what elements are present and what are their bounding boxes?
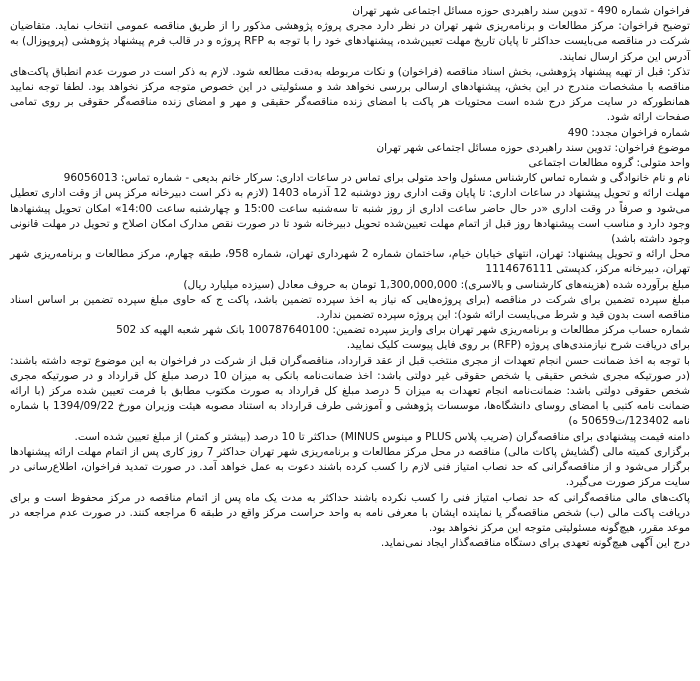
contact-info: نام و نام خانوادگی و شماره تماس کارشناس مسئول واحد متولی برای تماس در ساعات اداری: سرکار خانم بدیعی - شماره تماس: 96056013: [63, 172, 690, 185]
call-description: توضیح فراخوان: مرکز مطالعات و برنامه‌ریزی شهر تهران در نظر دارد مجری پروژه پژوهشی مذکور را از طریق مناقصه عمومی انتخاب نماید. متقاضیان شرکت در مناقصه می‌بایست حداکثر تا پایان تاریخ مهلت تعیین‌شده، پیشنهادهای خود را با توجه به RFP پروژه و در قالب فرم پیشنهاد پژوهشی (پروپوزال) به آدرس این مرکز ارسال نمایند.: [10, 20, 690, 63]
preparation-note: تذکر: قبل از تهیه پیشنهاد پژوهشی، بخش اسناد مناقصه (فراخوان) و نکات مربوطه به‌دقت مطالعه شود. لازم به ذکر است در صورت عدم انطباق پاکت‌های مناقصه با مشخصات مندرج در این بخش، پیشنهادهای ارسالی بررسی نخواهد شد و مسئولیتی در این خصوص متوجه مرکز نخواهد بود. لطفا توجه نمایید همانطورکه در سایت مرکز درج شده است محتویات هر پاکت با امضای زنده مناقصه‌گر حقیقی و مهر و امضای زنده مناقصه‌گر حقوقی بر روی تمامی صفحات ارائه شود.: [10, 65, 690, 124]
call-number: شماره فراخوان مجدد: 490: [567, 126, 690, 139]
submission-deadline: مهلت ارائه و تحویل پیشنهاد در ساعات اداری: تا پایان وقت اداری روز دوشنبه 12 آذرماه 1403 (لازم به ذکر است دبیرخانه مرکز پس از وقت اداری تعطیل می‌شود و صرفاً در وقت اداری «در حال حاضر ساعت اداری از روز شنبه تا سه‌شنبه ساعت 15:00 و چهارشنبه ساعت 14:00» امکان تحویل پیشنهادها وجود دارد و مناسب است پیشنهادها روز قبل از اتمام مهلت تعیین‌شده تحویل دبیرخانه شود تا در صورت نقص مدارک امکان اصلاح و تحویل در مهلت قانونی وجود داشته باشد): [10, 187, 691, 246]
rfp-link[interactable]: برای دریافت شرح نیازمندی‌های پروژه (RFP) بر روی فایل پیوست کلیک نمایید.: [346, 339, 690, 352]
estimated-amount: مبلغ برآورده شده (هزینه‌های کارشناسی و بالاسری): 1,300,000,000 تومان به حروف معادل (سیزده میلیارد ریال): [183, 278, 690, 291]
price-range: دامنه قیمت پیشنهادی برای مناقصه‌گران (ضریب پلاس PLUS و مینوس MINUS) حداکثر تا 10 درصد (بیشتر و کمتر) از مبلغ تعیین شده است.: [74, 430, 690, 443]
call-subject: موضوع فراخوان: تدوین سند راهبردی حوزه مسائل اجتماعی شهر تهران: [376, 141, 690, 154]
bank-account: شماره حساب مرکز مطالعات و برنامه‌ریزی شهر تهران برای واریز سپرده تضمین: 100787640100 بانک شهر شعبه الهیه کد 502: [116, 324, 690, 337]
financial-committee: برگزاری کمیته مالی (گشایش پاکات مالی) مناقصه در محل مرکز مطالعات و برنامه‌ریزی شهر تهران حداکثر 7 روز کاری پس از اتمام مهلت ارائه پیشنهادها برگزار می‌شود و از مناقصه‌گرانی که حد نصاب امتیاز فنی لازم را کسب کرده باشند دعوت به عمل خواهد آمد. در صورت تمدید فراخوان، اطلاع‌رسانی در سایت مرکز صورت می‌گیرد.: [10, 445, 690, 489]
submission-address: محل ارائه و تحویل پیشنهاد: تهران، انتهای خیابان خیام، ساختمان شماره 2 شهرداری تهران، شماره 958، طبقه چهارم، مرکز مطالعات و برنامه‌ریزی شهر تهران، دبیرخانه مرکز، کدپستی 1114676111: [10, 248, 691, 276]
performance-guarantee: با توجه به اخذ ضمانت حسن انجام تعهدات از مجری منتخب قبل از عقد قرارداد، مناقصه‌گران قبل از شرکت در فراخوان به این موضوع توجه داشته باشند: (در صورتیکه مجری شخص حقیقی یا شخص حقوقی غیر دولتی باشد: اخذ ضمانت‌نامه بانکی به میزان 10 درصد مبلغ کل قرارداد و در صورتیکه مجری شخص حقوقی دولتی باشد: ضمانت‌نامه انجام تعهدات به میزان 5 درصد مبلغ کل قرارداد به صورت مکتوب مطابق با فرمت تعیین شده مرکز (با ارائه ضمانت نامه کتبی با امضای روسای دانشگاه‌ها، موسسات پژوهشی و آموزشی طرف قرارداد به استناد مصوبه هیئت وزیران مورخ 1394/09/22 با شماره نامه 123402/ت50659 ه): [10, 354, 691, 428]
document-title: فراخوان شماره 490 - تدوین سند راهبردی حوزه مسائل اجتماعی شهر تهران: [352, 5, 690, 17]
bid-guarantee: مبلغ سپرده تضمین برای شرکت در مناقصه (برای پروژه‌هایی که نیاز به اخذ سپرده تضمین باشد، پاکت ج که حاوی مبلغ سپرده تضمین بر اساس اسناد مناقصه است بدون قید و شرط می‌بایست ارائه شود): این پروژه سپرده تضمین ندارد.: [10, 293, 690, 322]
envelopes-retention: پاکت‌های مالی مناقصه‌گرانی که حد نصاب امتیاز فنی را کسب نکرده باشند حداکثر به مدت یک ماه پس از اتمام مناقصه در مرکز محفوظ است و برای دریافت پاکت مالی (ب) شخص مناقصه‌گر یا نماینده ایشان با معرفی نامه به واحد حراست مرکز واقع در طبقه 6 مراجعه کنند. در صورت عدم مراجعه در موعد مقرر، هیچ‌گونه مسئولیتی متوجه این مرکز نخواهد بود.: [10, 491, 690, 534]
responsible-unit: واحد متولی: گروه مطالعات اجتماعی: [528, 157, 690, 170]
disclaimer: درج این آگهی هیچ‌گونه تعهدی برای دستگاه مناقصه‌گذار ایجاد نمی‌نماید.: [380, 537, 690, 550]
